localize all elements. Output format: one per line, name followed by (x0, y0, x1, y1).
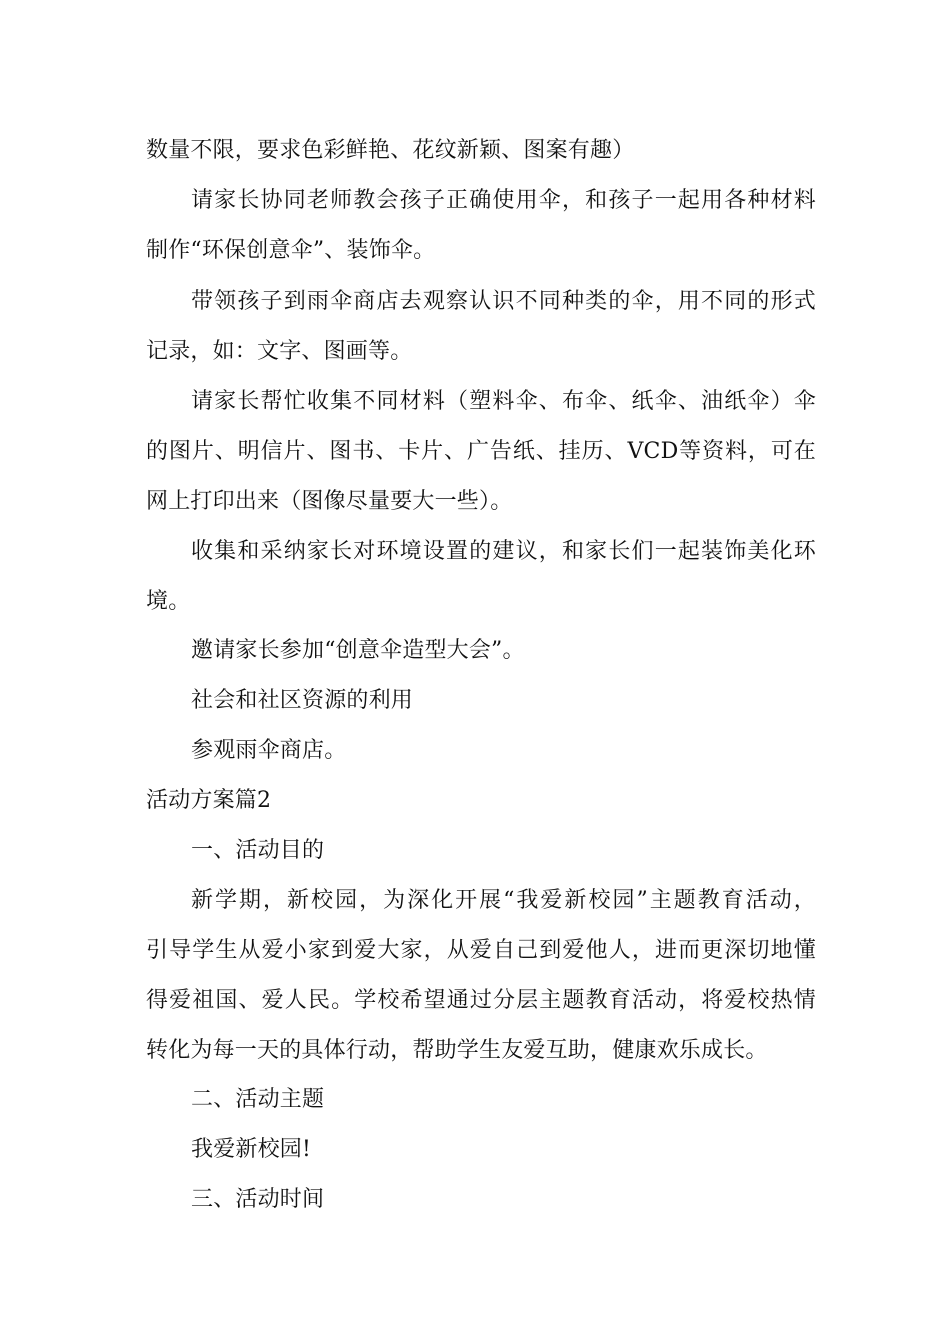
text-line: 数量不限，要求色彩鲜艳、花纹新颖、图案有趣） (146, 138, 635, 163)
text-line: 请家长协同老师教会孩子正确使用伞，和孩子一起用各种材料 (191, 188, 816, 213)
text-line: 社会和社区资源的利用 (191, 688, 414, 713)
text-line: 参观雨伞商店。 (191, 738, 347, 763)
text-line: 制作“环保创意伞”、装饰伞。 (146, 238, 436, 263)
text-line: 带领孩子到雨伞商店去观察认识不同种类的伞，用不同的形式 (191, 289, 816, 314)
subheading: 一、活动目的 (191, 838, 325, 863)
text-line: 转化为每一天的具体行动，帮助学生友爱互助，健康欢乐成长。 (146, 1038, 768, 1063)
subheading: 二、活动主题 (191, 1087, 325, 1112)
text-line: 新学期，新校园，为深化开展“我爱新校园”主题教育活动， (191, 888, 816, 913)
text-line: 的图片、明信片、图书、卡片、广告纸、挂历、VCD等资料，可在 (146, 439, 816, 464)
text-line: 得爱祖国、爱人民。学校希望通过分层主题教育活动，将爱校热情 (146, 988, 816, 1013)
text-line: 收集和采纳家长对环境设置的建议，和家长们一起装饰美化环 (191, 539, 816, 564)
text-line: 请家长帮忙收集不同材料（塑料伞、布伞、纸伞、油纸伞）伞 (191, 389, 816, 414)
text-line: 我爱新校园! (191, 1137, 312, 1162)
text-line: 引导学生从爱小家到爱大家，从爱自己到爱他人，进而更深切地懂 (146, 938, 816, 963)
section-heading: 活动方案篇2 (146, 788, 272, 813)
text-line: 记录，如：文字、图画等。 (146, 339, 413, 364)
text-line: 邀请家长参加“创意伞造型大会”。 (191, 638, 525, 663)
text-line: 网上打印出来（图像尽量要大一些）。 (146, 489, 513, 514)
text-line: 境。 (146, 589, 191, 614)
subheading: 三、活动时间 (191, 1187, 325, 1212)
